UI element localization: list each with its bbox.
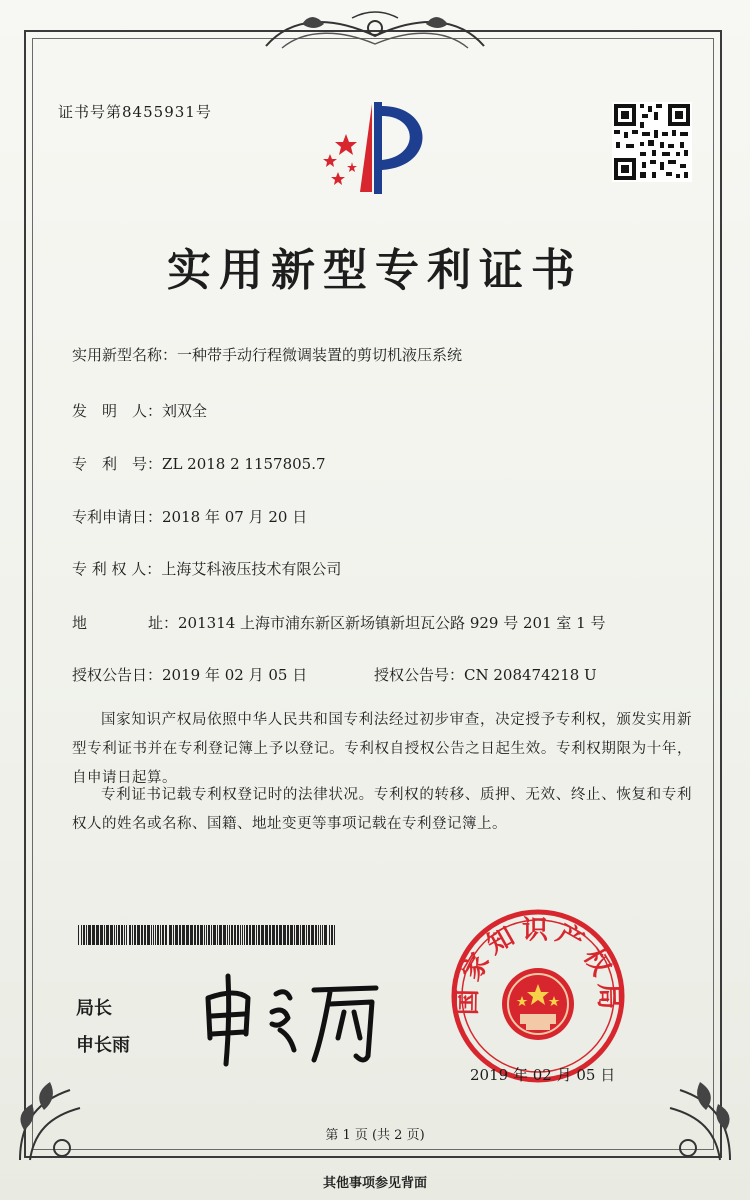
address-value: 201314 上海市浦东新区新场镇新坦瓦公路 929 号 201 室 1 号 <box>178 614 606 632</box>
certificate-number-value: 8455931 <box>122 103 196 121</box>
utility-model-name-label: 实用新型名称： <box>72 346 178 364</box>
signatory-name: 申长雨 <box>76 1035 130 1056</box>
qr-code-icon <box>612 102 692 182</box>
address-field <box>72 612 605 633</box>
filing-date-value: 2018 年 07 月 20 日 <box>162 508 308 526</box>
address-label-right: 址： <box>148 614 179 632</box>
footer-note: 其他事项参见背面 <box>322 1176 427 1191</box>
inventor-value: 刘双全 <box>162 402 208 420</box>
certificate-number-suffix: 号 <box>195 103 212 121</box>
inventor-field <box>72 400 207 421</box>
inventor-label: 发 明 人： <box>72 402 163 420</box>
patentee-label: 专 利 权 人： <box>72 560 162 578</box>
seal-date: 2019 年 02 月 05 日 <box>470 1066 616 1084</box>
utility-model-name-value: 一种带手动行程微调装置的剪切机液压系统 <box>177 346 463 364</box>
page-indicator: 第 1 页 (共 2 页) <box>325 1128 425 1143</box>
address-label-left: 地 <box>72 614 88 632</box>
certificate-title: 实用新型专利证书 <box>167 245 583 296</box>
patentee-value: 上海艾科液压技术有限公司 <box>161 560 342 578</box>
barcode-icon <box>78 925 338 945</box>
grant-date-value: 2019 年 02 月 05 日 <box>162 666 308 684</box>
grant-statement-paragraph: 国家知识产权局依照中华人民共和国专利法经过初步审查，决定授予专利权，颁发实用新型专利证书并在专利登记簿上予以登记。专利权自授权公告之日起生效。专利权期限为十年，自申请日起算。 <box>72 712 692 786</box>
bottom-right-ornament <box>660 1060 740 1170</box>
certificate-number-label: 证书号第 <box>58 103 123 121</box>
grant-number-label: 授权公告号： <box>374 666 465 684</box>
official-seal-icon <box>448 906 628 1086</box>
grant-date-field <box>72 664 307 685</box>
certificate-number <box>58 101 212 122</box>
grant-number-field <box>374 664 597 685</box>
top-ornament <box>262 6 488 56</box>
handwritten-signature <box>196 968 386 1068</box>
patent-number-value: ZL 2018 2 1157805.7 <box>162 455 326 473</box>
utility-model-name-field <box>72 344 462 365</box>
grant-date-label: 授权公告日： <box>72 666 163 684</box>
patentee-field <box>72 558 341 579</box>
patent-number-label: 专 利 号： <box>72 455 163 473</box>
signatory-role: 局长 <box>76 998 112 1019</box>
patent-number-field <box>72 453 326 474</box>
svg-text:国家知识产权局: 国家知识产权局 <box>452 915 624 1016</box>
patent-office-logo-icon <box>316 96 440 200</box>
bottom-left-ornament <box>10 1060 90 1170</box>
grant-number-value: CN 208474218 U <box>464 666 597 684</box>
filing-date-field <box>72 506 307 527</box>
legal-status-paragraph: 专利证书记载专利权登记时的法律状况。专利权的转移、质押、无效、终止、恢复和专利权人的姓名或名称、国籍、地址变更等事项记载在专利登记簿上。 <box>72 787 692 832</box>
filing-date-label: 专利申请日： <box>72 508 163 526</box>
